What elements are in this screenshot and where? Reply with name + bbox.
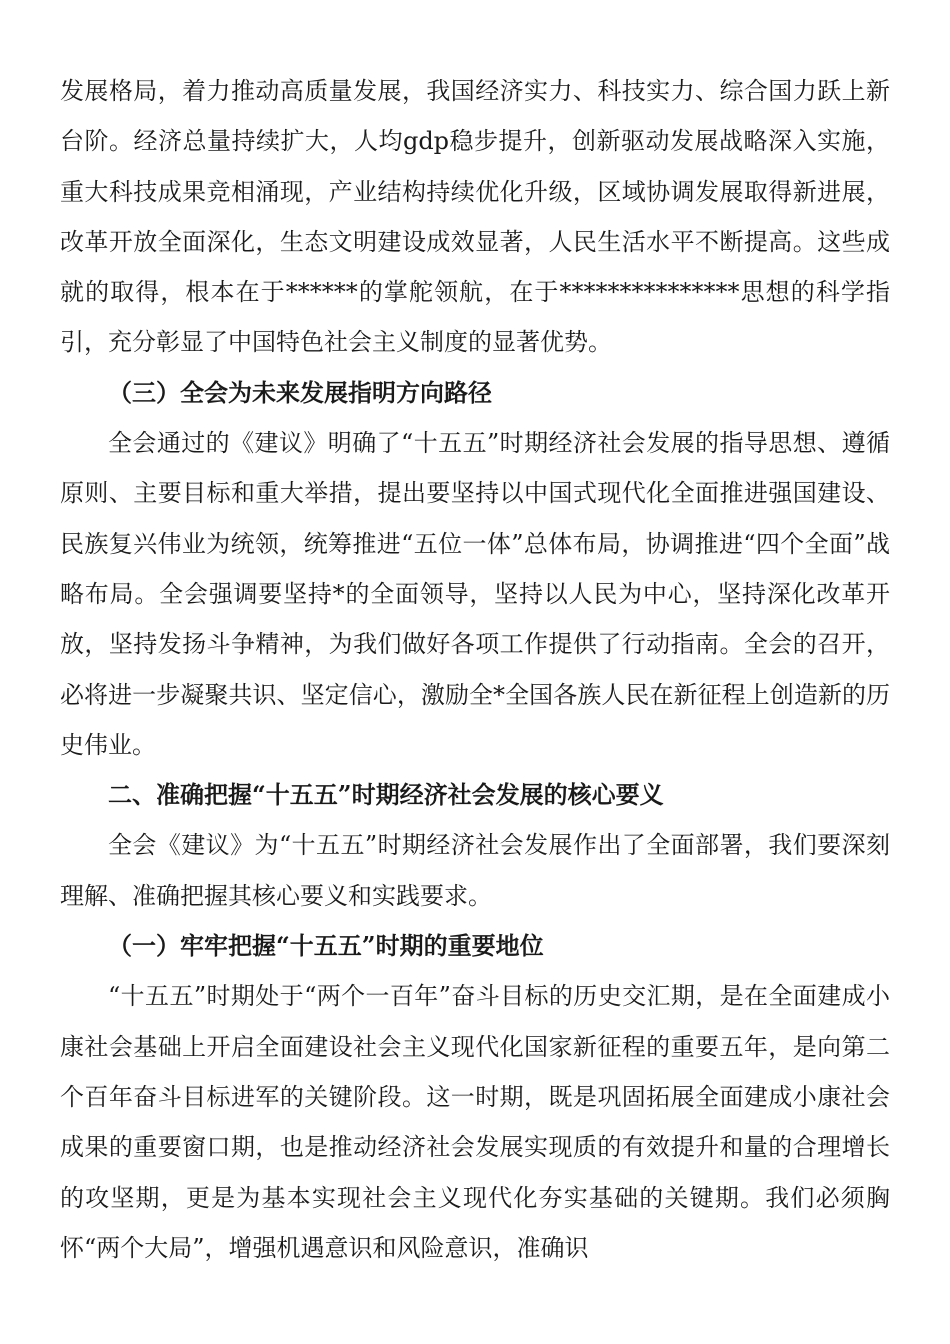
- document-page: [60, 66, 890, 1273]
- paragraph-plenary-proposal: 全会通过的《建议》明确了“十五五”时期经济社会发展的指导思想、遵循原则、主要目标和重大举措，提出要坚持以中国式现代化全面推进强国建设、民族复兴伟业为统领，统筹推进“五位一体”总体布局，协调推进“四个全面”战略布局。全会强调要坚持*的全面领导，坚持以人民为中心，坚持深化改革开放，坚持发扬斗争精神，为我们做好各项工作提供了行动指南。全会的召开，必将进一步凝聚共识、坚定信心，激励全*全国各族人民在新征程上创造新的历史伟业。: [60, 429, 890, 759]
- section-heading-important-status: （一）牢牢把握“十五五”时期的重要地位: [108, 931, 544, 961]
- paragraph-achievements: 发展格局，着力推动高质量发展，我国经济实力、科技实力、综合国力跃上新台阶。经济总量持续扩大，人均gdp稳步提升，创新驱动发展战略深入实施，重大科技成果竞相涌现，产业结构持续优化升级，区域协调发展取得新进展，改革开放全面深化，生态文明建设成效显著，人民生活水平不断提高。这些成就的取得，根本在于******的掌舵领航，在于***************思想的科学指引，充分彰显了中国特色社会主义制度的显著优势。: [60, 77, 890, 357]
- paragraph-historical-period: “十五五”时期处于“两个一百年”奋斗目标的历史交汇期，是在全面建成小康社会基础上开启全面建设社会主义现代化国家新征程的重要五年，是向第二个百年奋斗目标进军的关键阶段。这一时期，既是巩固拓展全面建成小康社会成果的重要窗口期，也是推动经济社会发展实现质的有效提升和量的合理增长的攻坚期，更是为基本实现社会主义现代化夯实基础的关键期。我们必须胸怀“两个大局”，增强机遇意识和风险意识，准确识: [60, 982, 890, 1262]
- section-heading-direction: （三）全会为未来发展指明方向路径: [108, 377, 492, 407]
- chapter-heading-core-meaning: 二、准确把握“十五五”时期经济社会发展的核心要义: [108, 780, 664, 810]
- paragraph-deployment: 全会《建议》为“十五五”时期经济社会发展作出了全面部署，我们要深刻理解、准确把握其核心要义和实践要求。: [60, 831, 890, 910]
